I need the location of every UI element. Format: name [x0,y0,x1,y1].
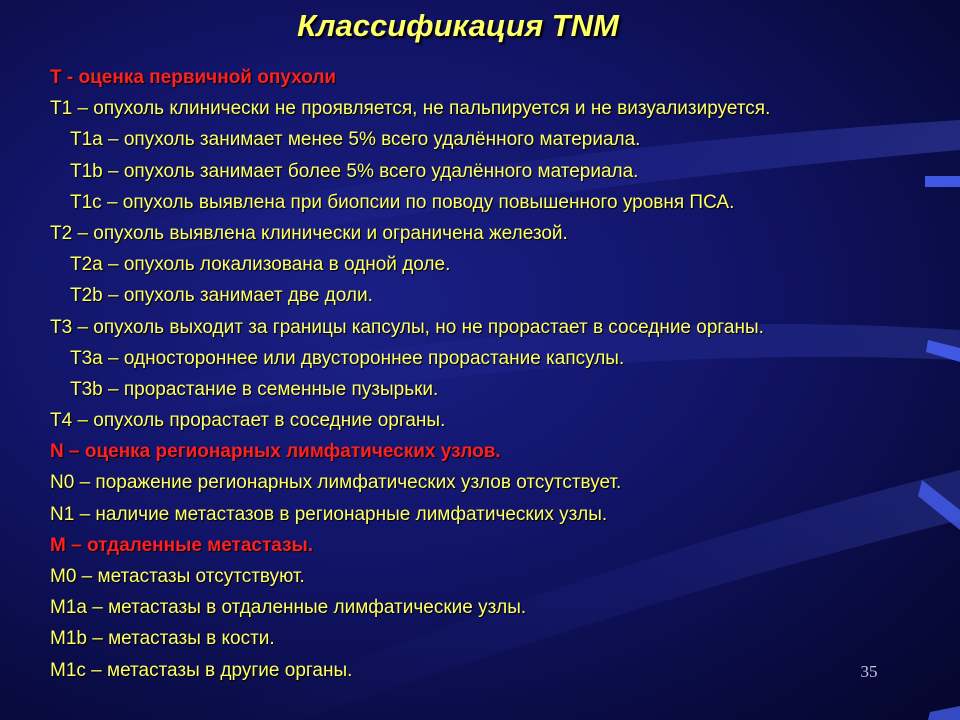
list-item: T3b – прорастание в семенные пузырьки. [70,378,439,400]
slide-title: Классификация TNM [297,8,619,43]
list-item: N1 – наличие метастазов в регионарные лимфатических узлы. [50,503,608,525]
list-item: T3 – опухоль выходит за границы капсулы, но не прорастает в соседние органы. [50,316,764,338]
section-heading: N – оценка регионарных лимфатических узлов. [50,441,501,463]
list-item: M0 – метастазы отсутствуют. [50,566,305,587]
list-item: T1a – опухоль занимает менее 5% всего удалённого материала. [70,129,641,151]
list-item: N0 – поражение регионарных лимфатических узлов отсутствует. [50,472,622,494]
section-heading: T - оценка первичной опухоли [50,67,337,88]
section-heading: M – отдаленные метастазы. [50,534,314,556]
list-item: M1a – метастазы в отдаленные лимфатические узлы. [50,597,527,619]
list-item: T1 – опухоль клинически не проявляется, не пальпируется и не визуализируется. [50,98,771,120]
list-item: T1b – опухоль занимает более 5% всего удалённого материала. [70,160,639,182]
classification-list [50,62,930,686]
list-item: T4 – опухоль прорастает в соседние органы. [50,410,446,432]
list-item: T1c – опухоль выявлена при биопсии по поводу повышенного уровня ПСА. [70,191,735,213]
list-item: T2 – опухоль выявлена клинически и ограничена железой. [50,222,568,244]
page-number: 35 [860,662,878,681]
list-item: M1c – метастазы в другие органы. [50,659,353,681]
list-item: M1b – метастазы в кости. [50,628,275,650]
list-item: T3a – одностороннее или двустороннее прорастание капсулы. [70,347,625,369]
list-item: T2b – опухоль занимает две доли. [70,285,373,307]
list-item: T2a – опухоль локализована в одной доле. [70,254,451,276]
